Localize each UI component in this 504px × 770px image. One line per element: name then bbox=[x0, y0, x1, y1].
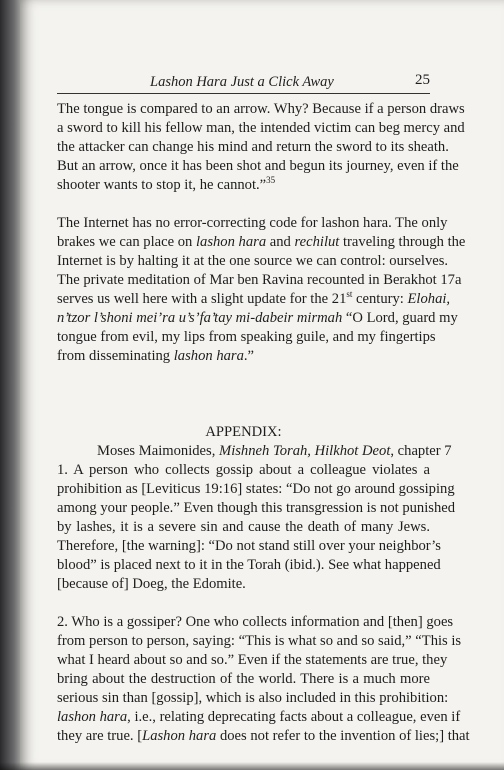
text-line: blood” is placed next to it in the Torah (ibid.). See what happened bbox=[57, 557, 441, 573]
text-line: the attacker can change his mind and return the sword to its sheath. bbox=[57, 139, 449, 155]
section-1 bbox=[57, 461, 456, 594]
text-line: brakes we can place on lashon hara and rechilut traveling through the bbox=[57, 234, 466, 250]
page-number: 25 bbox=[415, 72, 430, 88]
text-line: by lashes, it is a severe sin and cause the death of many Jews. bbox=[57, 519, 430, 535]
text-line: bring about the destruction of the world. There is a much more bbox=[57, 671, 430, 687]
text-line: they are true. [Lashon hara does not refer to the invention of lies;] that bbox=[57, 728, 470, 744]
text-line: lashon hara, i.e., relating deprecating facts about a colleague, even if bbox=[57, 709, 461, 725]
previous-page-edge bbox=[0, 0, 20, 770]
running-header bbox=[57, 71, 430, 94]
page-bottom-shadow bbox=[0, 762, 504, 770]
text-line: serious sin than [gossip], which is also included in this prohibition: bbox=[57, 690, 449, 706]
text-line: a sword to kill his fellow man, the intended victim can beg mercy and bbox=[57, 120, 465, 136]
page-body bbox=[57, 100, 470, 746]
appendix-heading: APPENDIX: bbox=[205, 424, 282, 440]
footnote-reference: 35 bbox=[266, 175, 276, 186]
text-line: prohibition as [Leviticus 19:16] states: “Do not go around gossiping bbox=[57, 481, 455, 497]
text-line: The tongue is compared to an arrow. Why? Because if a person draws bbox=[57, 101, 465, 117]
running-title: Lashon Hara Just a Click Away bbox=[150, 74, 334, 90]
text-line: [because of] Doeg, the Edomite. bbox=[57, 576, 246, 592]
appendix-source: Moses Maimonides, Mishneh Torah, Hilkhot Deot, chapter 7 bbox=[97, 443, 452, 459]
text-line: serves us well here with a slight update for the 21st century: Elohai, bbox=[57, 289, 451, 307]
text-line: Therefore, [the warning]: “Do not stand still over your neighbor’s bbox=[57, 538, 441, 554]
text-line: Internet is by halting it at the one source we can control: ourselves. bbox=[57, 253, 449, 269]
text-line: The Internet has no error-correcting code for lashon hara. The only bbox=[57, 215, 448, 231]
text-line: shooter wants to stop it, he cannot.”$^{35}$ bbox=[57, 175, 276, 193]
section-2 bbox=[57, 613, 470, 746]
paragraph-arrow bbox=[57, 100, 465, 195]
text-line: n’tzor l’shoni mei’ra u’s’fa’tay mi-dabeir mirmah “O Lord, guard my bbox=[57, 310, 458, 326]
text-line: among your people.” Even though this transgression is not punished bbox=[57, 500, 456, 516]
text-line: tongue from evil, my lips from speaking guile, and my fingertips bbox=[57, 329, 436, 345]
text-line: from disseminating lashon hara.” bbox=[57, 348, 255, 364]
text-line: from person to person, saying: “This is what so and so said,” “This is bbox=[57, 633, 462, 649]
text-line: 1. A person who collects gossip about a colleague violates a bbox=[57, 462, 430, 478]
paragraph-internet bbox=[57, 214, 466, 366]
text-line: 2. Who is a gossiper? One who collects information and [then] goes bbox=[57, 614, 454, 630]
text-line: But an arrow, once it has been shot and begun its journey, even if the bbox=[57, 158, 459, 174]
text-line: The private meditation of Mar ben Ravina recounted in Berakhot 17a bbox=[57, 272, 462, 288]
text-line: what I heard about so and so.” Even if the statements are true, they bbox=[57, 652, 448, 668]
